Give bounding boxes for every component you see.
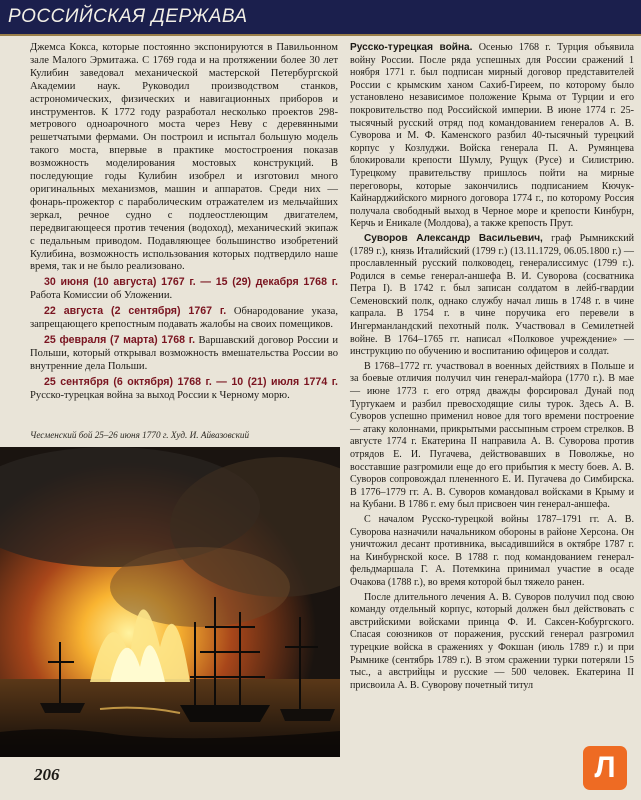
left-column bbox=[30, 42, 338, 404]
chronicle-text-3: Варшавский договор России и Польши, который открывал возможность вмешательства России во внутренние дела Польши. bbox=[30, 334, 338, 372]
running-header-title: РОССИЙСКАЯ ДЕРЖАВА bbox=[8, 6, 248, 27]
paragraph-kulibin: Джемса Кокса, которые постоянно экспонируются в Павильонном зале Малого Эрмитажа. С 1769 года и на протяжении более 30 лет Кулибин заведовал механической мастерской Петербургской Академии наук. Руководил производством станков, астрономических, физических и навигационных приборов и инструментов. К 1772 году разработал несколько проектов 298-метрового одноарочного моста через Неву с деревянными решетчатыми фермами. Он построил и испытал большую модель такого моста, впервые в практике мостостроения показав возможность моделирования мостовых конструкций. В последующие годы Кулибин изобрел и изготовил много оригинальных механизмов, машин и аппаратов. Среди них — фонарь-прожектор с параболическим отражателем из мельчайших зеркал, речное судно с подлеостлеющим двигателем, передвигающееся против течения (водоход), механический экипаж с педальным приводом. Подавляющее большинство изобретений Кулибина, возможность использования которых подтвердило наше время, так и не было реализовано. bbox=[30, 42, 338, 273]
page-number: 206 bbox=[34, 765, 60, 784]
chronicle-date-4: 25 сентября (6 октября) 1768 г. — 10 (21) июля 1774 г. bbox=[44, 375, 338, 388]
suvorov-name-lead: Суворов Александр Васильевич, bbox=[364, 232, 543, 244]
store-watermark-logo: Л bbox=[583, 746, 627, 790]
chronicle-date-1: 30 июня (10 августа) 1767 г. — 15 (29) декабря 1768 г. bbox=[44, 276, 338, 289]
paragraph-russo-turkish-war bbox=[350, 42, 634, 231]
chronicle-text-1: Работа Комиссии об Уложении. bbox=[30, 290, 173, 302]
suvorov-bio-text: граф Рымникский (1789 г.), князь Италийский (1799 г.) (13.11.1729, 06.05.1800 г.) — прославленный русский полководец, генералиссимус (1799 г.). Родился в семье генерал-аншефа В. И. Суворова (сосватника Петра I). В 1742 г. был записан солдатом в лейб-гвардии Семеновский полк, однако службу начал лишь в 1748 г. в чине капрала. В 1754 г. в чине поручика его перевели в Ингерманландский пехотный полк. Участвовал в Семилетней войне. В 1764–1765 гг. написал «Полковое учреждение» — инструкцию по обучению и воспитанию офицеров и солдат. bbox=[350, 232, 634, 358]
chronicle-date-3: 25 февраля (7 марта) 1768 г. bbox=[44, 333, 196, 346]
paragraph-suvorov-bio bbox=[350, 233, 634, 359]
right-column bbox=[350, 42, 634, 694]
chronicle-entry-2 bbox=[30, 305, 338, 332]
paragraph-suvorov-1787: С началом Русско-турецкой войны 1787–1791 гг. А. В. Суворова назначили начальником обороны в районе Херсона. Он уничтожил десант противника, высадившийся в октябре 1787 г. на Кинбурнской косе. В 1788 г. под командованием генерал-фельдмаршала Г. А. Потемкина принимал участие в осаде Очакова (1788 г.), во время которой был тяжело ранен. bbox=[350, 513, 634, 588]
chronicle-entry-1 bbox=[30, 276, 338, 303]
header-divider bbox=[0, 34, 641, 36]
paragraph-suvorov-1789: После длительного лечения А. В. Суворов получил под свою команду отдельный корпус, который должен был действовать с австрийскими войсками принца Ф. И. Саксен-Кобургского. Спасая союзников от поражения, русский генерал разгромил турецкие войска в сражениях у Фокшан (июль 1789 г.) и при Рымнике (сентябрь 1789 г.). В этом сражении турки потеряли 15 тыс., а австрийцы и русские — 500 человек. Екатерина II присвоила А. В. Суворову почетный титул bbox=[350, 591, 634, 691]
paragraph-suvorov-1768: В 1768–1772 гг. участвовал в военных действиях в Польше и за боевые отличия получил чин генерал-майора (1770 г.). В мае — июне 1773 г. его отряд дважды форсировал Дунай под Туртукаем и разбил превосходящие силы турок. Здесь А. В. Суворов успешно применил новое для того времени построение — атаку колоннами, прикрытыми рассыпным строем стрелков. В августе 1774 г. Екатерина II направила А. В. Суворова против отрядов Е. И. Пугачева, действовавших в Поволжье, но восставшие разгромили еще до его прибытия к месту боев. А. В. Суворов сопровождал плененного Е. И. Пугачева до Симбирска. В 1776–1779 гг. А. В. Суворов командовал войсками в Крыму и на Кубани. В 1786 г. ему был присвоен чин генерал-аншефа. bbox=[350, 360, 634, 511]
russo-turkish-war-text: Осенью 1768 г. Турция объявила войну России. После ряда успешных для России сражений 1 ноября 1771 г. был подписан мирный договор представителей России с крымским ханом Сахиб-Гиреем, по которому было установлено независимое положение Крыма от Турции и его покровительство под Российской империи. В июне 1774 г. 25-тысячный русский отряд под командованием генералов А. В. Суворова и М. Ф. Каменского разбил 40-тысячный турецкий корпус у Козлуджи. Войска генерала П. А. Румянцева блокировали крепости Шумлу, Рущук (Русе) и Силистрию. Турецкому правительству пришлось пойти на мирные переговоры, которые закончились подписанием Кючук-Кайнарджийского мирного договора 1774 г., по которому Россия получала свободный выход в Черное море и крепости Кинбурн, Керчь и Еникале (Молдова), а также крепость Прут. bbox=[350, 42, 634, 230]
painting-caption: Чесменский бой 25–26 июня 1770 г. Худ. И. Айвазовский bbox=[30, 430, 250, 440]
running-header bbox=[0, 0, 641, 34]
chronicle-text-2: Обнародование указа, запрещающего крепостным подавать жалобы на своих помещиков. bbox=[30, 306, 338, 331]
chronicle-date-2: 22 августа (2 сентября) 1767 г. bbox=[44, 305, 227, 318]
russo-turkish-war-lead: Русско-турецкая война. bbox=[350, 42, 473, 53]
painting-chesma-battle bbox=[0, 447, 340, 757]
chronicle-entry-3 bbox=[30, 334, 338, 374]
chronicle-entry-4 bbox=[30, 376, 338, 403]
chronicle-text-4: Русско-турецкая война за выход России к Черному морю. bbox=[30, 389, 290, 401]
